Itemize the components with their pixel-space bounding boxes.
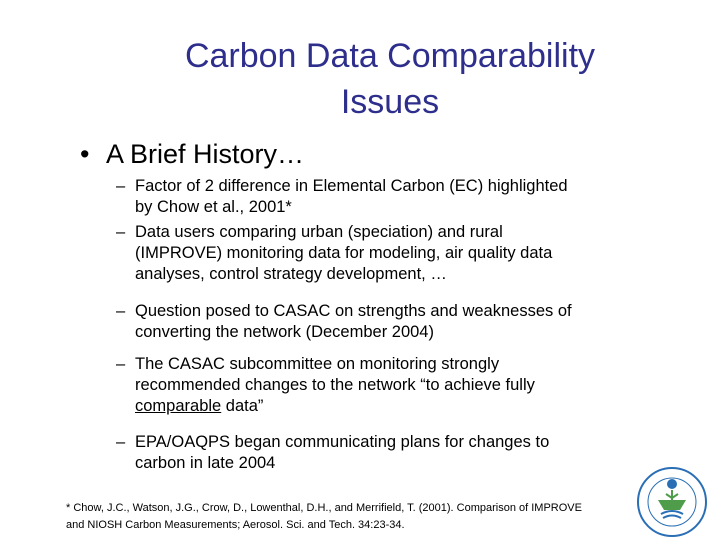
sub-item-line: analyses, control strategy development, …	[135, 265, 447, 283]
sub-item-1	[116, 176, 696, 218]
sub-item-line: Question posed to CASAC on strengths and weaknesses of	[135, 302, 572, 320]
sub-item-dash: –	[116, 177, 126, 195]
footnote-line-1: * Chow, J.C., Watson, J.G., Crow, D., Lowenthal, D.H., and Merrifield, T. (2001). Comparison of IMPROVE	[66, 502, 582, 514]
bullet-dot: •	[80, 139, 90, 169]
sub-item-line: EPA/OAQPS began communicating plans for changes to	[135, 433, 550, 451]
sub-item-line: carbon in late 2004	[135, 454, 276, 472]
sub-item-line: converting the network (December 2004)	[135, 323, 434, 341]
slide-title-line-2: Issues	[340, 83, 440, 121]
sub-item-line-rest: data”	[221, 397, 264, 415]
sub-item-dash: –	[116, 223, 126, 241]
slide-title-line-1: Carbon Data Comparability	[184, 37, 596, 75]
main-bullet	[80, 138, 304, 170]
sub-item-line-last	[135, 396, 696, 417]
sub-item-line: recommended changes to the network “to achieve fully	[135, 376, 535, 394]
footnote	[66, 500, 646, 534]
sub-item-line: Data users comparing urban (speciation) and rural	[135, 223, 503, 241]
sub-item-line: by Chow et al., 2001*	[135, 198, 292, 216]
sub-item-3	[116, 301, 696, 343]
sub-item-dash: –	[116, 302, 126, 320]
sub-item-2	[116, 222, 696, 285]
sub-item-dash: –	[116, 355, 126, 373]
underlined-word: comparable	[135, 397, 222, 415]
main-bullet-text: A Brief History…	[106, 139, 305, 169]
footnote-line-2: and NIOSH Carbon Measurements; Aerosol. Sci. and Tech. 34:23-34.	[66, 519, 405, 531]
slide-title	[100, 33, 680, 125]
sub-item-dash: –	[116, 433, 126, 451]
sub-item-4	[116, 354, 696, 417]
epa-seal-icon	[628, 462, 716, 538]
sub-item-line: (IMPROVE) monitoring data for modeling, air quality data	[135, 244, 553, 262]
sub-item-5	[116, 432, 696, 474]
sub-item-line: Factor of 2 difference in Elemental Carbon (EC) highlighted	[135, 177, 568, 195]
sub-item-line: The CASAC subcommittee on monitoring strongly	[135, 355, 500, 373]
